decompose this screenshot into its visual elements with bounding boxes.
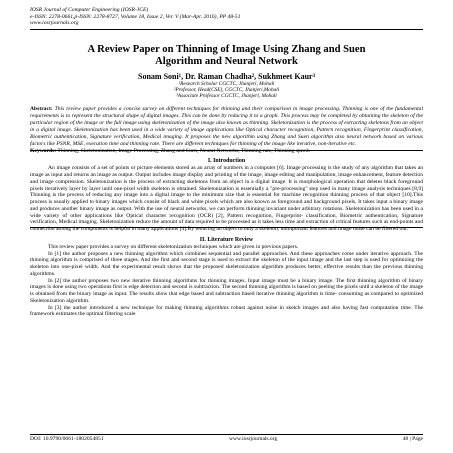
literature-paragraph-2: In [1] the author proposes a new thinning algorithm which combines sequential and parallel approaches. And these approaches come under iterative approach. The thinning algorithm is comprised of three stages. And the first and second stage is used to extract the skeleton of the input image and the last step is used for optimizing the skeleton into one-pixel width. And the experimental result shows that the proposed skeletonization algorithm produces better, effective results than the previous thinning algorithms.: [30, 250, 423, 277]
footer-page-number: 48 | Page: [402, 436, 423, 442]
journal-website: www.iosrjournals.org: [30, 20, 79, 27]
literature-paragraph-3: In [2] the author proposes two new iterative thinning algorithms for thinning images. Input image must be a binary image. The first thinning algorithm of binary images is done using two operations first is edge detection and second is subtraction. The second thinning algorithm is based on peeling the pixels until a skeleton of the image is obtained from the binary image as input. The results show that edge based and subtraction based iterative thinning algorithm is time- consuming as compared to optimized Skeletonization algorithm.: [30, 277, 423, 304]
footer-website: www.iosrjournals.org: [228, 436, 278, 442]
header-rule: [30, 29, 423, 30]
section-heading-introduction: I. Introduction: [207, 158, 246, 165]
paper-title: A Review Paper on Thinning of Image Using Zhang and Suen Algorithm and Neural Network: [87, 43, 366, 68]
journal-header: [30, 7, 423, 27]
author-list: Sonam Soni¹, Dr. Raman Chadha², Sukhmeet Kaur³: [138, 71, 315, 81]
introduction-paragraph: An image consists of a set of points or picture elements stored as an array of numbers in a computer [6]. Image processing is the study of any algorithm that takes an image as input and returns an image as output. Output includes image display and printing of the image, image editing and manipulation, image enhancement, feature detection and image compression. Skeletonization is the process of extracting skeletons from an object in a digital image. It is morphological operation that deletes black foreground pixels iteratively layer by layer until one-pixel width skeleton is obtained. Skeletonization is essentially a "pre-processing" step used in many image analysis techniques [8,9] Thinning is the process of reducing any image into a digital image to the minimum size that is essential for machine recognition thinning process of that object [10].This process is usually applied to binary images which consist of black and white pixels which are also known as foreground and background pixels. It takes input a binary image and produces another binary image as output. With the use of neural networks, we can perform thinning invariant under arbitrary rotations. Skeletonization has been used in a wide variety of other applications like Optical character recognition (OCR) [2], Pattern recognition, Fingerprint- classification, Biometric authentication, Signature verification, Medical imaging. Skeletonization reduce the amount of data required to be processed as it takes less time and extraction of critical features such as end-points and connection among the components is helpful in many applications [4].By reducing an object to only a skeleton, unimportant features and image noise can be filtered out.: [30, 165, 423, 233]
abstract-text: This review paper provides a concise survey on different techniques for thinning and their comparison in image processing. Thinning is one of the fundamental requirements is to represent the structural shape of digital images. This can be done by reducing it to a graph. This process may be completed by obtaining the skeleton of the particular region of the image or the full image using skeletonization of the image also known as thinning. Skeletonization is the process of extracting skeletons from an object in a digital image. Skeletonization has been used in a wide variety of image applications like Optical character recognition, Pattern recognition, Fingerprint classification, Biometric authentication, Signature verification, Medical imaging. It proposes the new algorithm using Zhang and Suen algorithm also neural network based on various factors like PSNR, MSE, execution time and thinning rate. There are different techniques for thinning of the image like iterative, non-iterative etc.: [30, 105, 423, 147]
keywords: [30, 148, 423, 155]
journal-name: IOSR Journal of Computer Engineering (IOSR-JCE): [30, 7, 149, 13]
abstract-rule-bottom: [30, 227, 423, 228]
literature-paragraph-1: This review paper provides a survey on different skeletonization techniques which are given in previous papers.: [48, 243, 299, 250]
abstract: [30, 106, 423, 148]
journal-issn: e-ISSN: 2278-0661,p-ISSN: 2278-8727, Volume 18, Issue 2, Ver. V (Mar-Apr. 2016), PP 48-51: [30, 13, 241, 20]
abstract-rule-top: [30, 150, 423, 151]
affiliations: ¹Research Scholar CGCTC, Jhanjeri, Mohali ²Professor, Head(CSE), CGCTC, Jhanjeri,Mohali ³Associate Professor CGCTC, Jhanjeri, Mohali: [173, 80, 280, 100]
footer-rule: [30, 434, 423, 435]
abstract-label: Abstract:: [30, 105, 53, 112]
section-heading-literature-review: II. Literature Review: [199, 236, 254, 243]
footer-doi: DOI: 10.9790/0661-1802054851: [30, 436, 104, 442]
literature-paragraph-4: In [3] the author introduced a new technique for making thinning algorithms robust against noise in sketch images and also having fast computation time. The framework estimates the optimal filtering scale: [30, 304, 423, 318]
keywords-text: Thinning, Skeletonization, Image Processing, Zhang and Suen, Neural Networks, Thinning rate, Thinning speed.: [57, 147, 310, 154]
page-footer: [30, 436, 423, 443]
keywords-label: Keywords:: [30, 147, 57, 154]
